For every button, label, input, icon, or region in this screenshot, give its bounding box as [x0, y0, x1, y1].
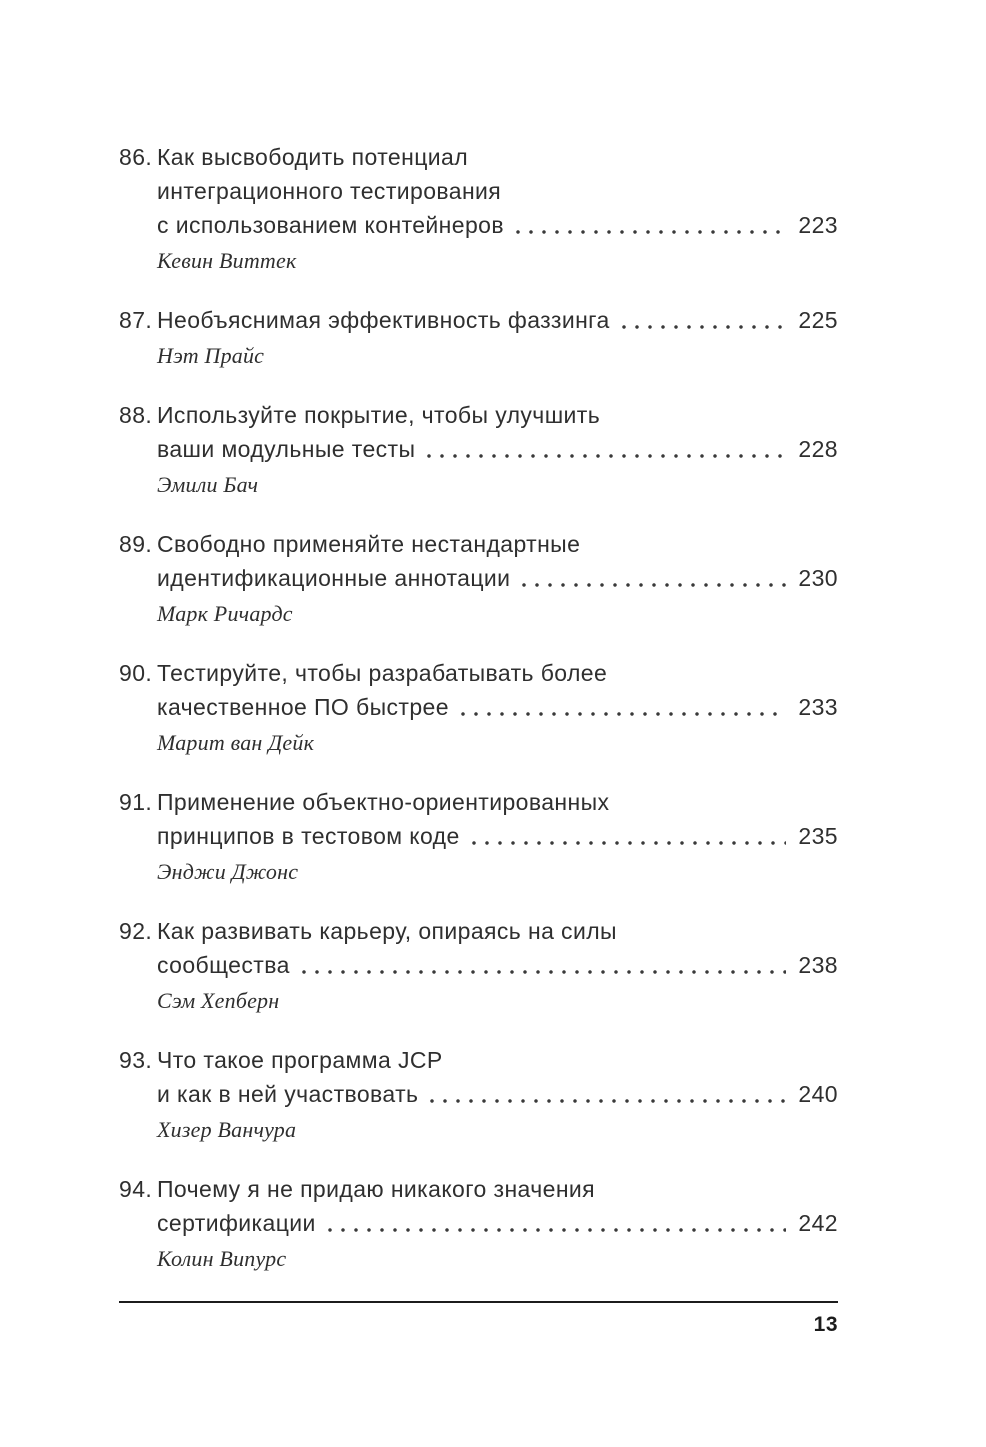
entry-title-block	[157, 914, 838, 982]
page-number: 13	[813, 1313, 838, 1336]
entry-title-text: идентификационные аннотации	[157, 565, 511, 591]
entry-number: 94.	[119, 1176, 153, 1202]
entry-title-text: принципов в тестовом коде	[157, 823, 460, 849]
dot-leader	[427, 453, 786, 459]
entry-author: Эмили Бач	[157, 472, 259, 497]
entry-number: 87.	[119, 307, 153, 333]
entry-title-block	[157, 303, 838, 337]
entry-title-line: Тестируйте, чтобы разрабатывать более	[157, 660, 608, 686]
footer-divider	[119, 1301, 838, 1303]
dot-leader	[622, 324, 787, 330]
entry-title-row	[119, 140, 838, 242]
entry-title-row	[119, 527, 838, 595]
entry-title-text: с использованием контейнеров	[157, 212, 504, 238]
toc-entry	[119, 1172, 838, 1276]
entry-title-block	[157, 140, 838, 242]
entry-page-number: 223	[798, 212, 838, 238]
dot-leader	[328, 1227, 787, 1233]
entry-page-number: 238	[798, 952, 838, 978]
entry-title-line: Почему я не придаю никакого значения	[157, 1176, 596, 1202]
entry-title-block	[157, 785, 838, 853]
dot-leader	[302, 969, 787, 975]
entry-title-line: Применение объектно-ориентированных	[157, 789, 610, 815]
entry-author: Марк Ричардс	[157, 601, 293, 626]
toc-entry	[119, 527, 838, 631]
entry-title-text: качественное ПО быстрее	[157, 694, 449, 720]
entry-number: 88.	[119, 402, 153, 428]
entry-title-last-line	[157, 819, 838, 853]
entry-number: 90.	[119, 660, 153, 686]
entry-author: Колин Випурс	[157, 1246, 287, 1271]
entry-number: 93.	[119, 1047, 153, 1073]
entry-title-row	[119, 303, 838, 337]
entry-title-row	[119, 785, 838, 853]
entry-author: Хизер Ванчура	[157, 1117, 297, 1142]
entry-title-line: интеграционного тестирования	[157, 178, 502, 204]
entry-title-last-line	[157, 208, 838, 242]
entry-title-block	[157, 1172, 838, 1240]
toc-entry	[119, 1043, 838, 1147]
entry-author: Энджи Джонс	[157, 859, 299, 884]
entry-page-number: 228	[798, 436, 838, 462]
entry-title-block	[157, 398, 838, 466]
dot-leader	[430, 1098, 786, 1104]
entry-title-row	[119, 1172, 838, 1240]
entry-page-number: 240	[798, 1081, 838, 1107]
dot-leader	[461, 711, 787, 717]
entry-title-last-line	[157, 690, 838, 724]
entry-number: 86.	[119, 144, 153, 170]
entry-title-text: ваши модульные тесты	[157, 436, 416, 462]
entry-title-last-line	[157, 1077, 838, 1111]
entry-title-row	[119, 1043, 838, 1111]
entry-title-line: Как развивать карьеру, опираясь на силы	[157, 918, 617, 944]
entry-title-row	[119, 914, 838, 982]
entry-page-number: 242	[798, 1210, 838, 1236]
entry-author: Нэт Прайс	[157, 343, 265, 368]
entry-number: 92.	[119, 918, 153, 944]
entry-title-block	[157, 527, 838, 595]
entry-title-last-line	[157, 303, 838, 337]
dot-leader	[522, 582, 786, 588]
entry-title-last-line	[157, 561, 838, 595]
toc-entry	[119, 398, 838, 502]
entry-title-line: Свободно применяйте нестандартные	[157, 531, 581, 557]
entry-author: Сэм Хепберн	[157, 988, 280, 1013]
entry-page-number: 225	[798, 307, 838, 333]
entry-title-line: Как высвободить потенциал	[157, 144, 469, 170]
entry-title-row	[119, 656, 838, 724]
entry-author: Марит ван Дейк	[157, 730, 315, 755]
entry-title-last-line	[157, 1206, 838, 1240]
entry-number: 91.	[119, 789, 153, 815]
entry-title-line: Используйте покрытие, чтобы улучшить	[157, 402, 601, 428]
entry-title-block	[157, 1043, 838, 1111]
toc-entry-list	[119, 140, 838, 1276]
toc-entry	[119, 914, 838, 1018]
dot-leader	[472, 840, 787, 846]
entry-number: 89.	[119, 531, 153, 557]
entry-author: Кевин Виттек	[157, 248, 297, 273]
toc-entry	[119, 140, 838, 278]
toc-entry	[119, 785, 838, 889]
toc-entry	[119, 656, 838, 760]
entry-title-row	[119, 398, 838, 466]
entry-title-text: сообщества	[157, 952, 290, 978]
entry-title-block	[157, 656, 838, 724]
entry-title-last-line	[157, 432, 838, 466]
entry-page-number: 230	[798, 565, 838, 591]
dot-leader	[516, 229, 786, 235]
entry-title-text: Необъяснимая эффективность фаззинга	[157, 307, 610, 333]
toc-entry	[119, 303, 838, 373]
entry-title-text: и как в ней участвовать	[157, 1081, 419, 1107]
entry-title-text: сертификации	[157, 1210, 316, 1236]
entry-page-number: 235	[798, 823, 838, 849]
entry-title-last-line	[157, 948, 838, 982]
entry-page-number: 233	[798, 694, 838, 720]
entry-title-line: Что такое программа JCP	[157, 1047, 443, 1073]
